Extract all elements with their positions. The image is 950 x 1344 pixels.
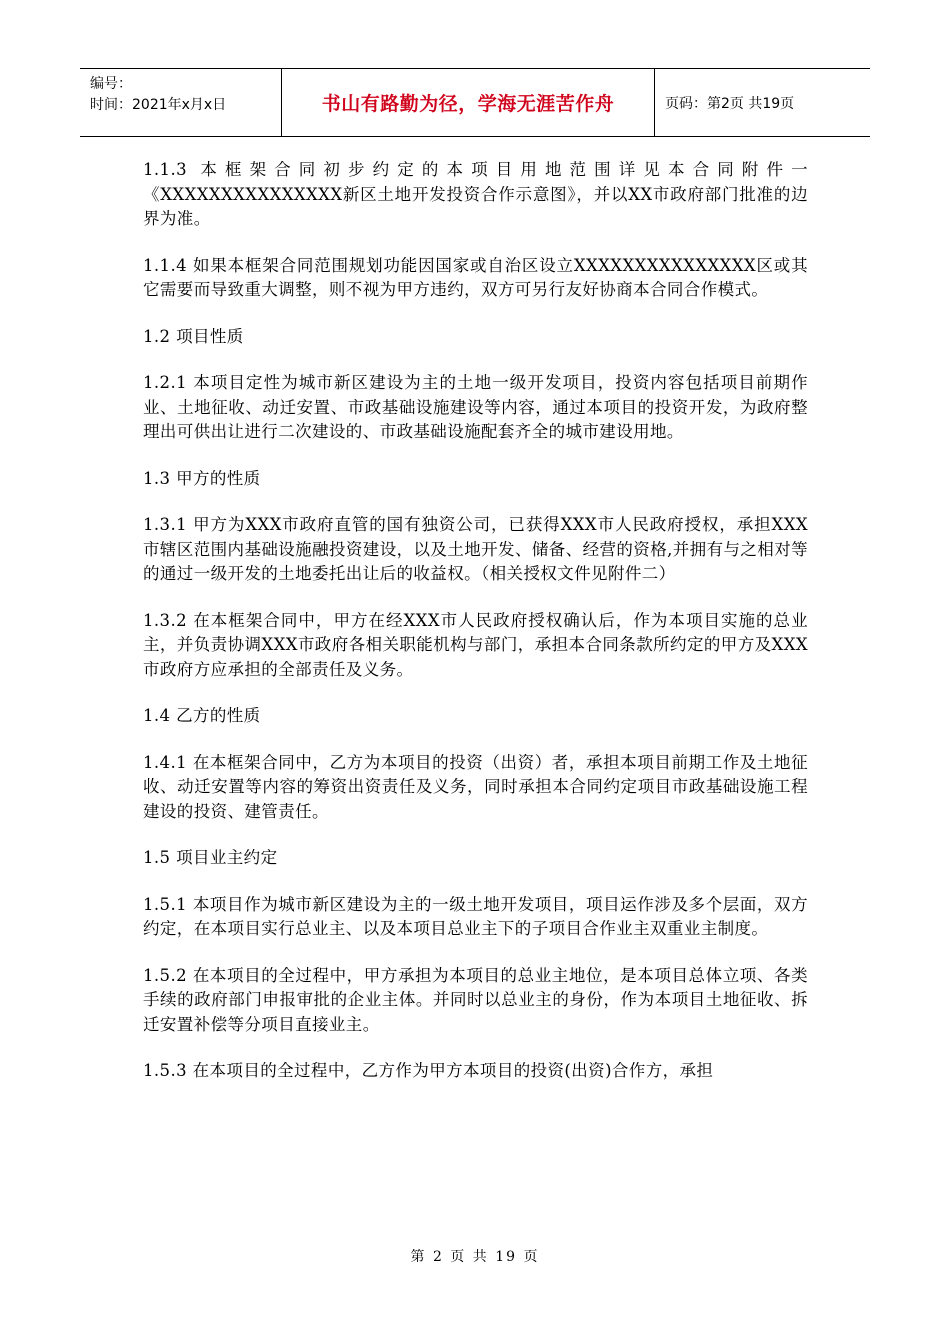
header-motto: 书山有路勤为径，学海无涯苦作舟	[282, 69, 655, 136]
section-heading-1-3: 1.3 甲方的性质	[143, 468, 261, 488]
clause-1-4-1: 1.4.1 在本框架合同中，乙方为本项目的投资（出资）者，承担本项目前期工作及土地征收、动迁安置等内容的筹资出资责任及义务，同时承担本合同约定项目市政基础设施工程建设的投资、建管责任。	[143, 752, 808, 821]
section-heading-1-4: 1.4 乙方的性质	[143, 706, 261, 725]
section-heading-1-5: 1.5 项目业主约定	[143, 848, 278, 867]
header-meta	[80, 69, 282, 136]
clause-1-2-1: 1.2.1 本项目定性为城市新区建设为主的土地一级开发项目，投资内容包括项目前期作业、土地征收、动迁安置、市政基础设施建设等内容，通过本项目的投资开发，为政府整理出可供出让进行二次建设的、市政基础设施配套齐全的城市建设用地。	[143, 373, 808, 441]
clause-1-3-1: 1.3.1 甲方为XXX市政府直管的国有独资公司，已获得XXX市人民政府授权，承担XXX市辖区范围内基础设施融投资建设，以及土地开发、储备、经营的资格,并拥有与之相对等的通过一级开发的土地委托出让后的收益权。（相关授权文件见附件二）	[143, 515, 808, 583]
document-body	[143, 158, 808, 1106]
page-footer: 第 2 页 共 19 页	[410, 1249, 540, 1265]
clause-1-5-1: 1.5.1 本项目作为城市新区建设为主的一级土地开发项目，项目运作涉及多个层面，双方约定，在本项目实行总业主、以及本项目总业主下的子项目合作业主双重业主制度。	[143, 894, 808, 938]
section-heading-1-2: 1.2 项目性质	[143, 326, 244, 346]
clause-1-5-3: 1.5.3 在本项目的全过程中，乙方作为甲方本项目的投资(出资)合作方，承担	[143, 1061, 714, 1080]
clause-1-1-4: 1.1.4 如果本框架合同范围规划功能因国家或自治区设立XXXXXXXXXXXXXXX区或其它需要而导致重大调整，则不视为甲方违约，双方可另行友好协商本合同合作模式。	[143, 255, 808, 299]
serial-number-label: 编号：	[90, 76, 132, 92]
page-header	[80, 68, 870, 137]
header-page-info: 页码：第2页 共19页	[665, 95, 795, 112]
clause-1-5-2: 1.5.2 在本项目的全过程中，甲方承担为本项目的总业主地位，是本项目总体立项、各类手续的政府部门申报审批的企业主体。并同时以总业主的身份，作为本项目土地征收、拆迁安置补偿等分项目直接业主。	[143, 965, 808, 1034]
clause-1-1-3: 1.1.3 本框架合同初步约定的本项目用地范围详见本合同附件一《XXXXXXXXXXXXXXX新区土地开发投资合作示意图》，并以XX市政府部门批准的边界为准。	[143, 160, 808, 228]
date-label: 时间：2021年x月x日	[90, 97, 227, 113]
clause-1-3-2: 1.3.2 在本框架合同中，甲方在经XXX市人民政府授权确认后，作为本项目实施的总业主，并负责协调XXX市政府各相关职能机构与部门，承担本合同条款所约定的甲方及XXX市政府方应承担的全部责任及义务。	[143, 610, 808, 679]
